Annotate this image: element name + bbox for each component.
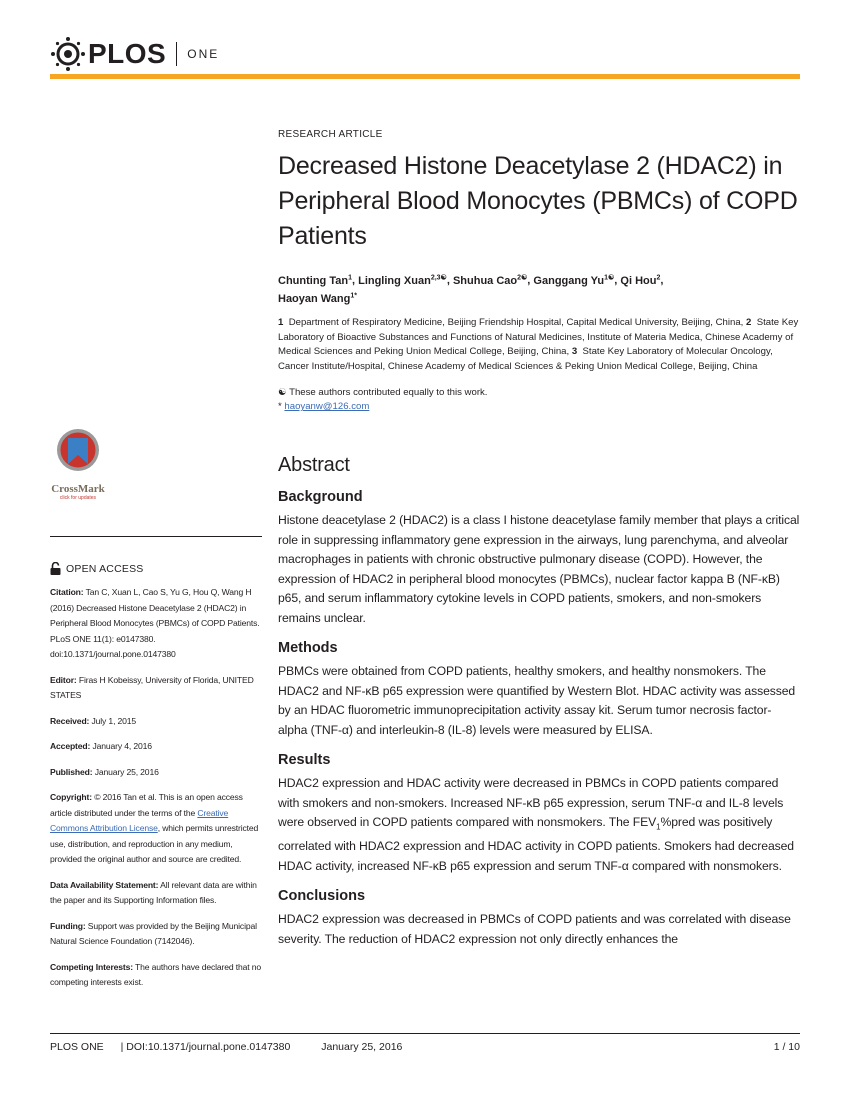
affiliation-number: 1 bbox=[278, 317, 284, 329]
citation-text: Tan C, Xuan L, Cao S, Yu G, Hou Q, Wang H (2016) Decreased Histone Deacetylase 2 (HDAC2) in Peripheral Blood Monocytes (PBMCs) of COPD Patients. PLoS ONE 11(1): e0147380. doi:10.1371/journal.pone.0147380 bbox=[50, 587, 260, 659]
competing-interests-label: Competing Interests: bbox=[50, 961, 133, 972]
article-title: Decreased Histone Deacetylase 2 (HDAC2) in Peripheral Blood Monocytes (PBMCs) of COPD Patients bbox=[278, 152, 798, 250]
affiliation-text: State Key Laboratory of Molecular Oncology, Cancer Institute/Hospital, Chinese Academy of Medical Sciences & Peking Union Medical College, Beijing, China bbox=[278, 346, 773, 372]
open-access-label bbox=[50, 562, 262, 575]
author[interactable]: Qi Hou$^2$ bbox=[620, 274, 661, 287]
received-block bbox=[50, 714, 262, 730]
published-block bbox=[50, 765, 262, 781]
author[interactable]: Ganggang $Yu^{1☯}$ bbox=[533, 274, 615, 287]
corresponding-author-note bbox=[278, 400, 800, 414]
affiliation-text: Department of Respiratory Medicine, Beijing Friendship Hospital, Capital Medical University, Beijing, China, bbox=[288, 317, 744, 329]
conclusions-text: HDAC2 expression was decreased in PBMCs of COPD patients and was correlated with disease severity. The reduction of HDAC2 expression not only directly enhances the bbox=[278, 912, 791, 946]
article-main bbox=[278, 129, 800, 949]
funding-text: Support was provided by the Beijing Municipal Natural Science Foundation (7142046). bbox=[50, 920, 257, 946]
affiliation-number: 3 bbox=[571, 346, 578, 358]
article-sidebar bbox=[50, 536, 262, 991]
author-notes bbox=[278, 386, 800, 414]
copyright-label: Copyright: bbox=[50, 792, 92, 802]
equal-contribution-note: ☯ These authors contributed equally to this work. bbox=[278, 387, 488, 399]
citation-label: Citation: bbox=[50, 587, 84, 597]
data-availability-text: All relevant data are within the paper and its Supporting Information files. bbox=[50, 879, 257, 905]
funding-block bbox=[50, 919, 262, 950]
footer-doi: DOI:10.1371/journal.pone.0147380 bbox=[126, 1041, 291, 1053]
affiliations bbox=[278, 316, 800, 374]
affiliation-text: State Key Laboratory of Bioactive Substances and Functions of Natural Medicines, Institute of Materia Medica, Chinese Academy of Medical Sciences and Peking Union Medical College, Beijing, China, bbox=[278, 317, 799, 358]
plos-brand: PLOS bbox=[88, 38, 167, 69]
copyright-text-pre: © 2016 Tan et al. This is an open access article distributed under the terms of the bbox=[50, 792, 243, 818]
plos-one-header bbox=[50, 36, 219, 72]
funding-label: Funding: bbox=[50, 920, 86, 931]
footer-date: January 25, 2016 bbox=[321, 1041, 403, 1053]
editor-text: Firas H Kobeissy, University of Florida, UNITED STATES bbox=[50, 674, 254, 700]
copyright-block bbox=[50, 790, 262, 868]
corresponding-email-link[interactable]: haoyanw@126.com bbox=[284, 401, 370, 413]
citation-block bbox=[50, 585, 262, 663]
results-heading: Results bbox=[278, 752, 331, 769]
open-access-text: OPEN ACCESS bbox=[66, 562, 144, 575]
page-number: 1 / 10 bbox=[773, 1041, 800, 1053]
background-text: Histone deacetylase 2 (HDAC2) is a class I histone deacetylase family member that plays a critical role in suppressing inflammatory gene expression in the airways, lung parenchyma, and alveolar macrophages in patients with chronic obstructive pulmonary disease (COPD). However, the expression of HDAC2 in peripheral blood monocytes (PBMCs), nuclear factor kappa B (NF-κB) p65, and serum inflammatory cytokine levels in COPD patients, smokers, and non-smokers remains unclear. bbox=[278, 513, 800, 625]
author[interactable]: Haoyan Wang$^{1*}$ bbox=[278, 292, 357, 306]
editor-label: Editor: bbox=[50, 674, 77, 685]
competing-interests-text: The authors have declared that no competing interests exist. bbox=[50, 961, 262, 987]
author[interactable]: Lingling Xuan$^{2,3☯}$ bbox=[358, 274, 447, 287]
affiliation-number: 2 bbox=[746, 317, 752, 329]
accepted-label: Accepted: bbox=[50, 741, 91, 751]
accepted-block bbox=[50, 739, 262, 755]
copyright-text-post: , which permits unrestricted use, distribution, and reproduction in any medium, provided the original author and source are credited. bbox=[50, 823, 259, 864]
crossmark-subtitle: click for updates bbox=[59, 495, 97, 501]
crossmark-title: CrossMark bbox=[51, 483, 105, 495]
accepted-date: January 4, 2016 bbox=[92, 741, 152, 751]
abstract-heading: Abstract bbox=[278, 454, 350, 477]
competing-interests-block bbox=[50, 960, 262, 991]
data-availability-block bbox=[50, 878, 262, 909]
published-date: January 25, 2016 bbox=[94, 766, 159, 777]
author-list: Chunting Tan$^1$, Lingling Xuan$^{2,3☯}$, Shuhua Cao$^{2☯}$, Ganggang $Yu^{1☯}$, Qi Hou$^2$, Haoyan Wang$^{1*}$ bbox=[278, 274, 664, 306]
creative-commons-link[interactable]: Creative Commons Attribution License bbox=[50, 807, 229, 833]
methods-heading: Methods bbox=[278, 640, 338, 657]
crossmark-icon bbox=[53, 428, 103, 476]
open-lock-icon bbox=[50, 562, 61, 575]
received-date: July 1, 2015 bbox=[91, 715, 137, 726]
article-type: RESEARCH ARTICLE bbox=[278, 129, 383, 140]
crossmark-badge[interactable] bbox=[46, 428, 110, 501]
data-availability-label: Data Availability Statement: bbox=[50, 879, 159, 890]
page-footer bbox=[50, 1041, 800, 1053]
published-label: Published: bbox=[50, 766, 93, 777]
footer-rule bbox=[50, 1033, 800, 1034]
logo-divider bbox=[176, 42, 177, 66]
plos-logo-icon bbox=[50, 36, 86, 72]
received-label: Received: bbox=[50, 715, 90, 726]
editor-block bbox=[50, 673, 262, 704]
corresponding-mark: * bbox=[278, 401, 282, 413]
results-text: HDAC2 expression and HDAC activity were decreased in PBMCs in COPD patients compared with smokers and non-smokers. Increased NF-κB p65 expression, serum TNF-α and IL-8 levels were observed in COPD patients compared with nonsmokers. The $FEV_1\%pred$ was positively correlated with HDAC2 expression and HDAC activity in COPD patients. Smokers had decreased HDAC activity, increased NF-κB p65 expression and serum TNF-α compared with nonsmokers. bbox=[278, 776, 794, 873]
author[interactable]: Shuhua Cao$^{2☯}$ bbox=[452, 274, 528, 287]
methods-text: PBMCs were obtained from COPD patients, healthy smokers, and healthy nonsmokers. The HDAC2 and NF-κB p65 expression were quantified by Western Blot. HDAC activity was assessed by an HDAC fluorometric immunoprecipitation activity assay kit. Serum tumor necrosis factor-alpha (TNF-α) and interleukin-8 (IL-8) levels were measured by ELISA. bbox=[278, 664, 796, 737]
sidebar-rule bbox=[50, 536, 262, 537]
journal-name: ONE bbox=[187, 47, 220, 61]
footer-journal: PLOS ONE | DOI:10.1371/journal.pone.0147380 bbox=[50, 1041, 291, 1053]
author[interactable]: Chunting Tan$^1$ bbox=[278, 274, 352, 287]
background-heading: Background bbox=[278, 489, 363, 506]
conclusions-heading: Conclusions bbox=[278, 888, 366, 905]
header-accent-bar bbox=[50, 74, 800, 79]
